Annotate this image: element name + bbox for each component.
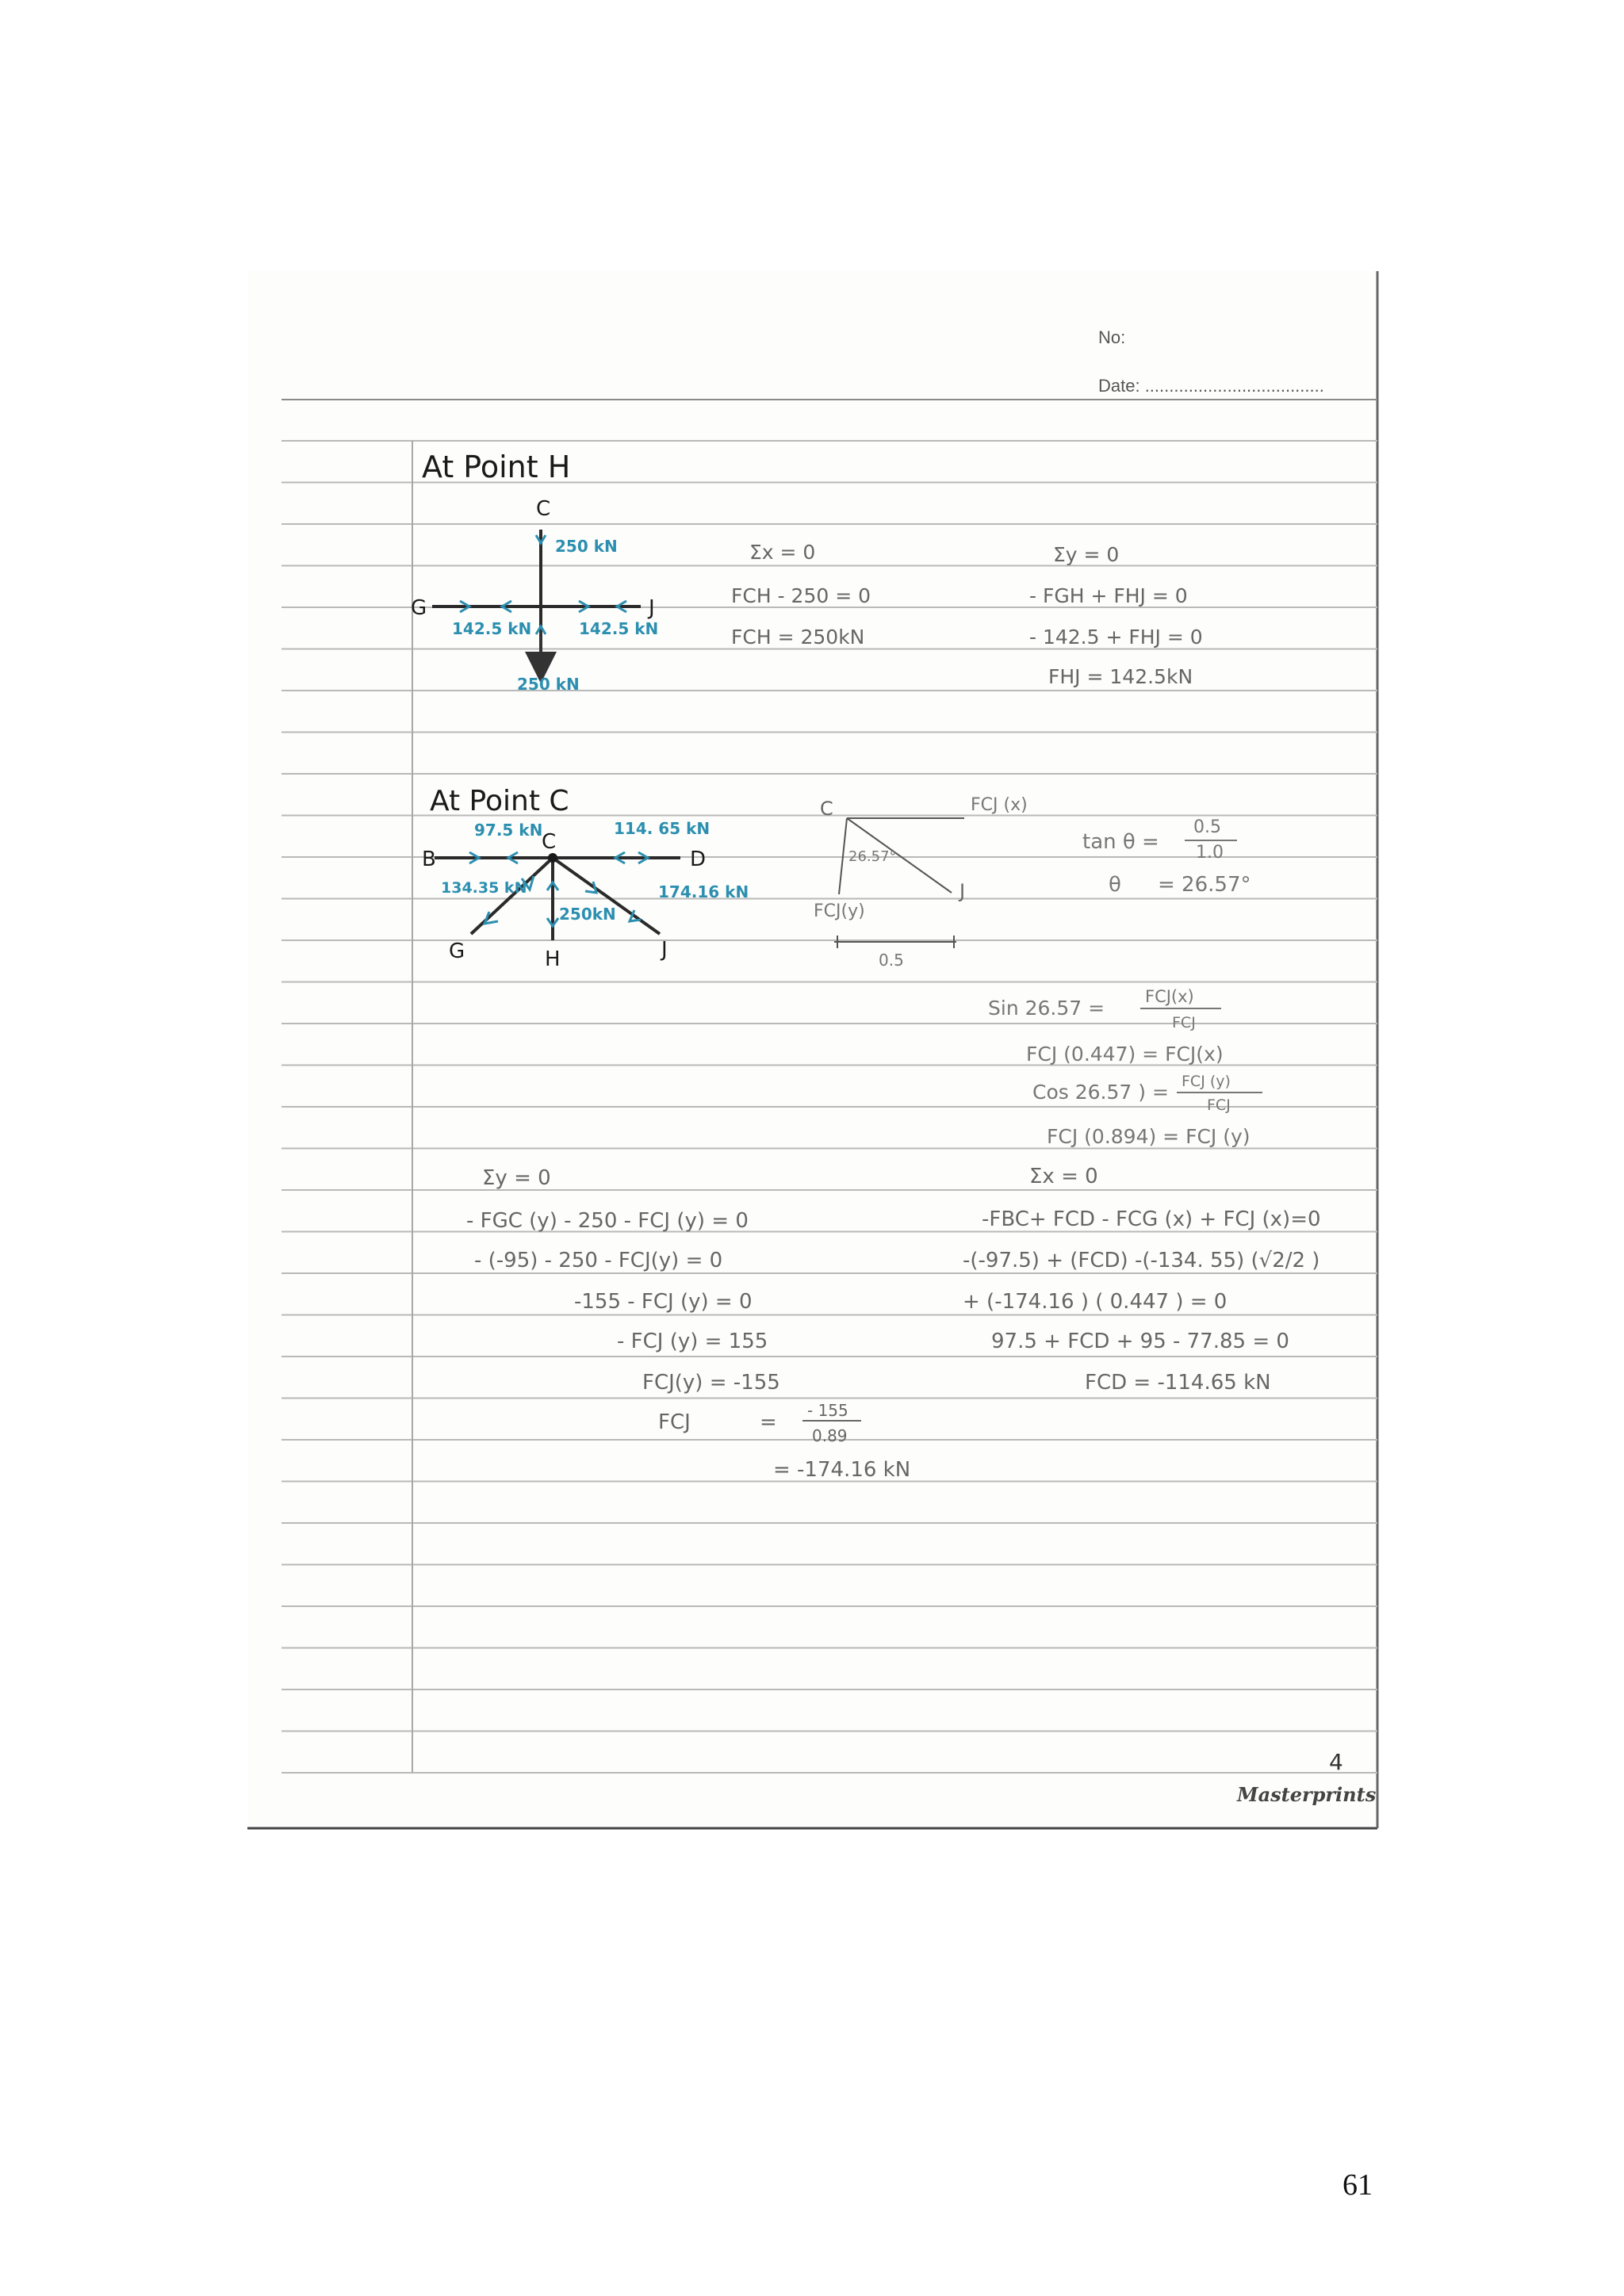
eq-line: FCH = 250kN bbox=[731, 626, 865, 649]
sin-lhs: Sin 26.57 = bbox=[988, 997, 1105, 1020]
eq-line: FHJ = 142.5kN bbox=[1048, 665, 1193, 688]
eq-line: - 142.5 + FHJ = 0 bbox=[1029, 626, 1203, 649]
sin-den: FCJ bbox=[1172, 1014, 1196, 1031]
sum-y-line: -155 - FCJ (y) = 0 bbox=[574, 1290, 753, 1314]
sum-x-line: + (-174.16 ) ( 0.447 ) = 0 bbox=[963, 1290, 1228, 1314]
node-c: C bbox=[542, 830, 557, 854]
cos-den: FCJ bbox=[1207, 1096, 1231, 1114]
tan-lhs: tan θ = bbox=[1082, 830, 1159, 854]
eq-line: Σy = 0 bbox=[1053, 543, 1120, 566]
tri-base: 0.5 bbox=[879, 951, 904, 970]
force-top: 250 kN bbox=[555, 537, 618, 556]
node-g: G bbox=[411, 596, 427, 620]
fcj-den: 0.89 bbox=[812, 1426, 848, 1445]
tri-angle: 26.57° bbox=[848, 848, 897, 865]
eq-line: FCH - 250 = 0 bbox=[731, 584, 871, 607]
tri-node-j: J bbox=[959, 880, 966, 902]
force-cj: 174.16 kN bbox=[658, 882, 749, 901]
eq-line: Σx = 0 bbox=[749, 541, 816, 564]
sum-x-line: 97.5 + FCD + 95 - 77.85 = 0 bbox=[991, 1330, 1289, 1353]
node-j: J bbox=[649, 596, 655, 620]
sum-x-line: Σx = 0 bbox=[1029, 1165, 1098, 1188]
fcj-eq: = bbox=[760, 1410, 777, 1434]
section-c-title: At Point C bbox=[430, 785, 569, 817]
corner-page-number: 4 bbox=[1329, 1749, 1343, 1775]
tri-fcj-x: FCJ (x) bbox=[971, 795, 1028, 815]
no-label: No: bbox=[1098, 327, 1126, 347]
date-label: Date: ..................................... bbox=[1098, 376, 1324, 396]
force-bc: 97.5 kN bbox=[474, 821, 543, 840]
sum-y-line: - (-95) - 250 - FCJ(y) = 0 bbox=[474, 1249, 723, 1272]
node-b: B bbox=[422, 848, 436, 871]
sum-y-line: - FGC (y) - 250 - FCJ (y) = 0 bbox=[466, 1209, 749, 1233]
force-bottom: 250 kN bbox=[517, 675, 580, 694]
node-d: D bbox=[690, 848, 707, 871]
force-right: 142.5 kN bbox=[579, 619, 659, 638]
fcj-result: = -174.16 kN bbox=[773, 1458, 911, 1482]
force-ch: 250kN bbox=[559, 905, 616, 924]
sum-y-line: - FCJ (y) = 155 bbox=[617, 1330, 768, 1353]
brand-logo: Masterprints bbox=[1237, 1783, 1377, 1806]
tan-den: 1.0 bbox=[1196, 843, 1224, 863]
force-cd: 114. 65 kN bbox=[614, 819, 710, 838]
node-j: J bbox=[661, 938, 668, 962]
tri-fcj-y: FCJ(y) bbox=[814, 901, 865, 921]
node-h: H bbox=[545, 947, 561, 971]
force-cg: 134.35 kN bbox=[441, 879, 527, 897]
sum-x-line: -(-97.5) + (FCD) -(-134. 55) (√2/2 ) bbox=[963, 1249, 1320, 1272]
sum-y-line: Σy = 0 bbox=[482, 1166, 551, 1190]
theta-lhs: θ bbox=[1109, 873, 1121, 897]
tan-num: 0.5 bbox=[1193, 817, 1221, 837]
fcj-lhs: FCJ bbox=[658, 1410, 691, 1434]
fcj-num: - 155 bbox=[807, 1401, 848, 1420]
sum-x-line: -FBC+ FCD - FCG (x) + FCJ (x)=0 bbox=[982, 1207, 1321, 1231]
cos-num: FCJ (y) bbox=[1182, 1073, 1231, 1090]
eq-line: - FGH + FHJ = 0 bbox=[1029, 584, 1188, 607]
node-g: G bbox=[449, 939, 465, 963]
sum-x-line: FCD = -114.65 kN bbox=[1085, 1371, 1271, 1395]
trig-line: FCJ (0.894) = FCJ (y) bbox=[1047, 1125, 1251, 1148]
sum-y-line: FCJ(y) = -155 bbox=[642, 1371, 780, 1395]
sin-num: FCJ(x) bbox=[1145, 987, 1194, 1006]
node-c: C bbox=[536, 497, 551, 521]
force-left: 142.5 kN bbox=[452, 619, 532, 638]
section-h-title: At Point H bbox=[422, 450, 571, 484]
cos-lhs: Cos 26.57 ) = bbox=[1032, 1081, 1169, 1104]
tri-node-c: C bbox=[820, 798, 833, 820]
trig-line: FCJ (0.447) = FCJ(x) bbox=[1026, 1043, 1224, 1066]
theta-rhs: = 26.57° bbox=[1158, 873, 1251, 897]
page-number: 61 bbox=[1342, 2168, 1373, 2202]
